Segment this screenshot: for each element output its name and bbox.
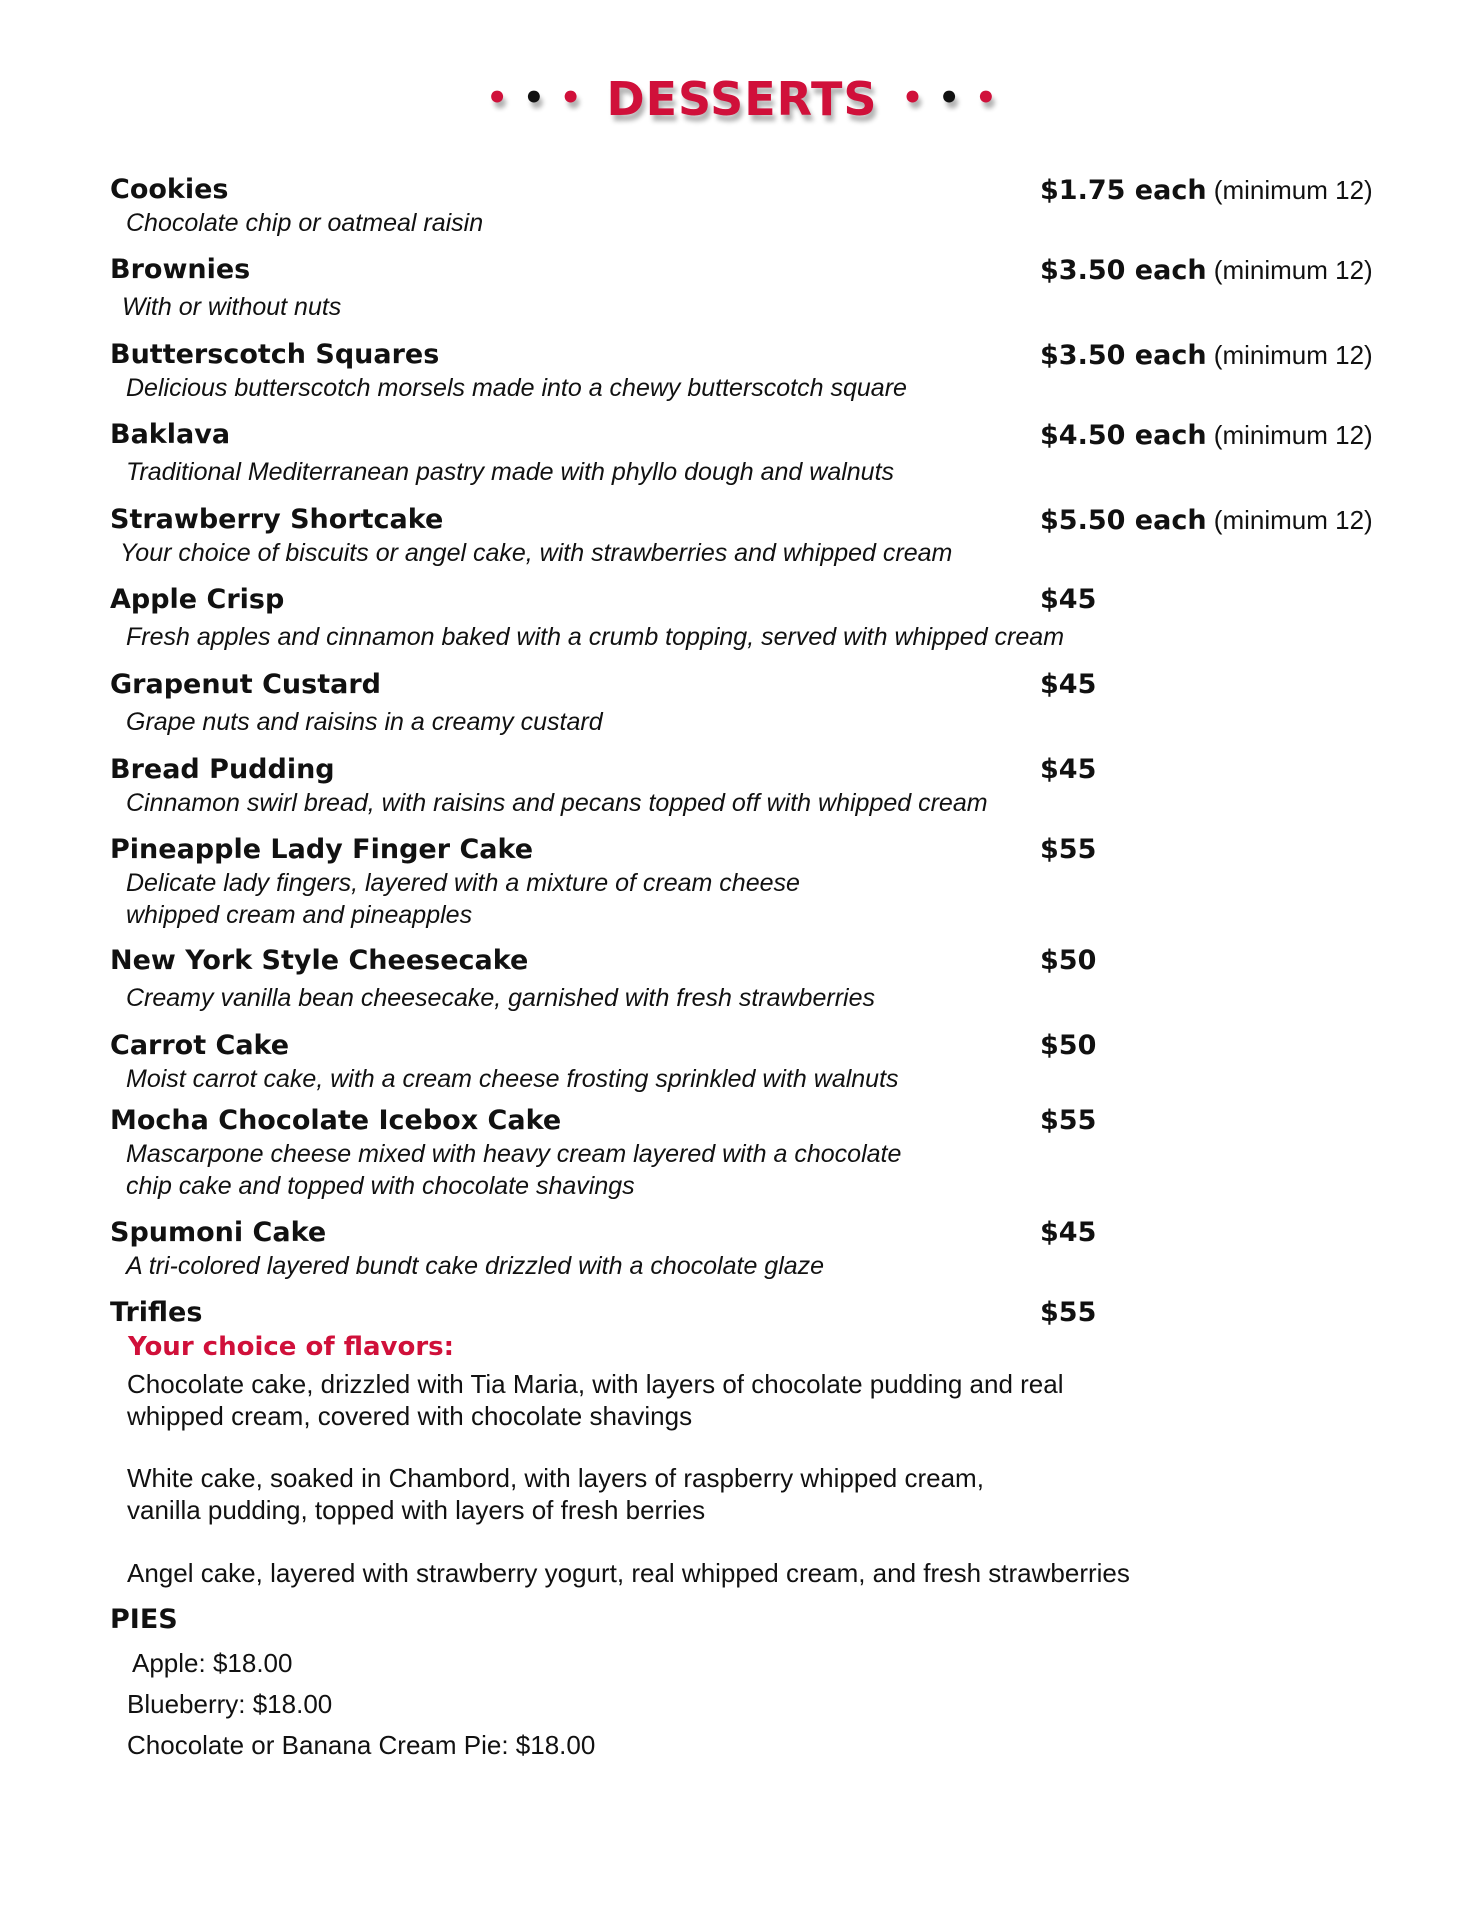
- flavor-description: White cake, soaked in Chambord, with layers of raspberry whipped cream,: [127, 1463, 984, 1493]
- flavor-description: Angel cake, layered with strawberry yogurt, real whipped cream, and fresh strawberries: [127, 1558, 1130, 1588]
- item-price: $45: [1040, 1217, 1097, 1248]
- item-price: [1040, 503, 1373, 538]
- item-description: A tri-colored layered bundt cake drizzled with a chocolate glaze: [126, 1252, 825, 1280]
- item-price: $55: [1040, 1105, 1097, 1136]
- item-description: Delicious butterscotch morsels made into a chewy butterscotch square: [126, 374, 907, 402]
- item-name: Strawberry Shortcake: [110, 504, 444, 535]
- price-note: (minimum 12): [1206, 255, 1373, 285]
- decorative-dot-icon: •: [975, 78, 998, 118]
- item-name: Brownies: [110, 254, 251, 285]
- flavor-description: Chocolate cake, drizzled with Tia Maria, with layers of chocolate pudding and real: [127, 1369, 1064, 1399]
- title-text: DESSERTS: [606, 72, 878, 126]
- price-note: (minimum 12): [1206, 505, 1373, 535]
- decorative-dot-icon: •: [486, 78, 509, 118]
- item-name: Grapenut Custard: [110, 669, 381, 700]
- item-name: Spumoni Cake: [110, 1217, 327, 1248]
- item-description: Grape nuts and raisins in a creamy custard: [126, 708, 603, 736]
- item-description: Creamy vanilla bean cheesecake, garnished with fresh strawberries: [126, 984, 875, 1012]
- item-name: Bread Pudding: [110, 754, 335, 785]
- item-description: With or without nuts: [122, 293, 342, 321]
- flavor-description: whipped cream, covered with chocolate shavings: [127, 1401, 693, 1431]
- flavors-title: Your choice of flavors:: [128, 1332, 455, 1362]
- item-price: $50: [1040, 1030, 1097, 1061]
- item-price: $45: [1040, 584, 1097, 615]
- item-description: whipped cream and pineapples: [126, 901, 473, 929]
- item-price: $50: [1040, 945, 1097, 976]
- item-price: [1040, 253, 1373, 288]
- item-name: Carrot Cake: [110, 1030, 290, 1061]
- price-value: $4.50 each: [1040, 420, 1207, 451]
- page-title: [0, 72, 1484, 126]
- item-price: $45: [1040, 754, 1097, 785]
- price-value: $1.75 each: [1040, 175, 1207, 206]
- decorative-dot-icon: •: [559, 78, 583, 118]
- item-price: $55: [1040, 1297, 1097, 1328]
- item-price: [1040, 173, 1373, 208]
- item-name: New York Style Cheesecake: [110, 945, 529, 976]
- item-description: chip cake and topped with chocolate shavings: [126, 1172, 635, 1200]
- decorative-dot-icon: •: [901, 78, 925, 118]
- item-description: Fresh apples and cinnamon baked with a crumb topping, served with whipped cream: [126, 623, 1065, 651]
- item-name: Trifles: [110, 1297, 203, 1328]
- pie-item: Apple: $18.00: [132, 1648, 293, 1678]
- item-name: Butterscotch Squares: [110, 339, 440, 370]
- item-price: $55: [1040, 834, 1097, 865]
- pies-heading: PIES: [110, 1604, 178, 1635]
- item-description: Mascarpone cheese mixed with heavy cream layered with a chocolate: [126, 1140, 902, 1168]
- pie-item: Blueberry: $18.00: [127, 1689, 333, 1719]
- item-description: Delicate lady fingers, layered with a mixture of cream cheese: [126, 869, 800, 897]
- decorative-dot-icon: •: [522, 78, 546, 118]
- item-description: Cinnamon swirl bread, with raisins and pecans topped off with whipped cream: [126, 789, 988, 817]
- price-note: (minimum 12): [1206, 420, 1373, 450]
- item-name: Apple Crisp: [110, 584, 285, 615]
- item-name: Mocha Chocolate Icebox Cake: [110, 1105, 562, 1136]
- decorative-dot-icon: •: [938, 78, 962, 118]
- item-description: Traditional Mediterranean pastry made with phyllo dough and walnuts: [126, 458, 895, 486]
- price-note: (minimum 12): [1206, 340, 1373, 370]
- item-name: Pineapple Lady Finger Cake: [110, 834, 534, 865]
- price-value: $3.50 each: [1040, 340, 1207, 371]
- item-name: Baklava: [110, 419, 231, 450]
- item-description: Your choice of biscuits or angel cake, with strawberries and whipped cream: [120, 539, 953, 567]
- flavor-description: vanilla pudding, topped with layers of fresh berries: [127, 1495, 706, 1525]
- pie-item: Chocolate or Banana Cream Pie: $18.00: [127, 1730, 596, 1760]
- price-value: $3.50 each: [1040, 255, 1207, 286]
- price-note: (minimum 12): [1206, 175, 1373, 205]
- item-description: Chocolate chip or oatmeal raisin: [126, 209, 484, 237]
- item-description: Moist carrot cake, with a cream cheese frosting sprinkled with walnuts: [126, 1065, 899, 1093]
- item-price: [1040, 338, 1373, 373]
- item-name: Cookies: [110, 174, 229, 205]
- item-price: $45: [1040, 669, 1097, 700]
- price-value: $5.50 each: [1040, 505, 1207, 536]
- item-price: [1040, 418, 1373, 453]
